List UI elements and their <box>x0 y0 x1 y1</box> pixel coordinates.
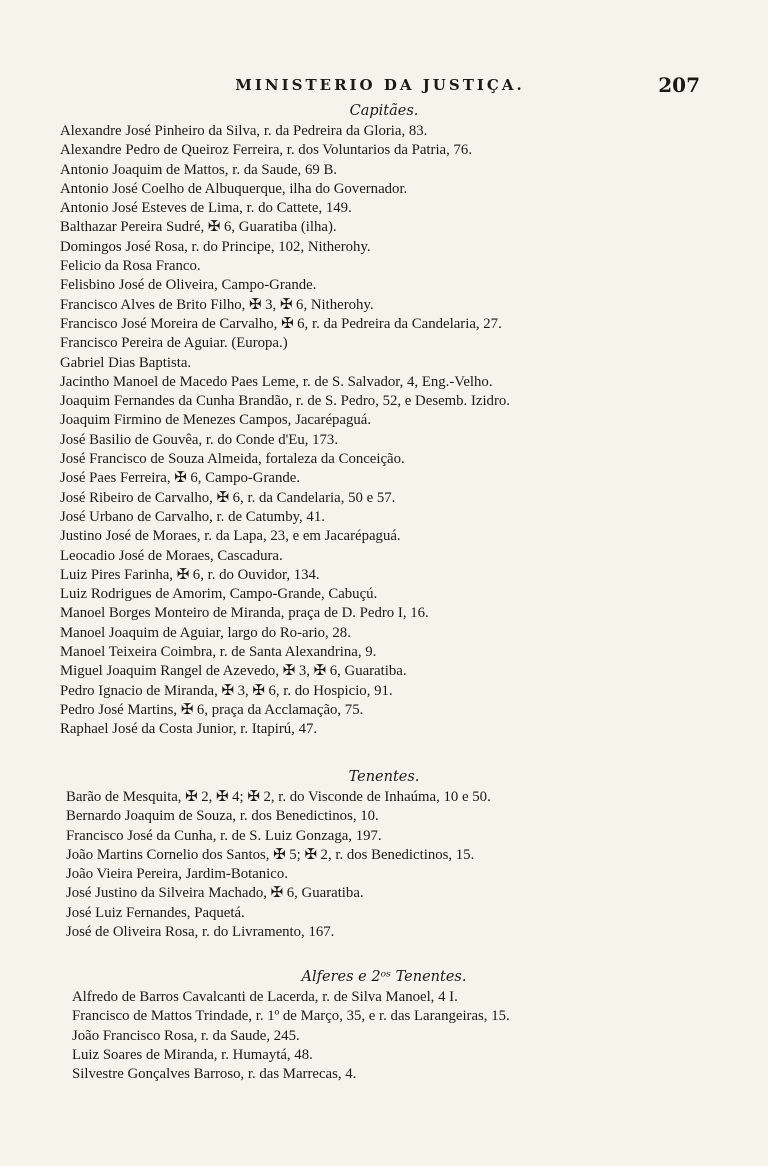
list-item: Pedro José Martins, ✠ 6, praça da Acclamação, 75. <box>60 701 364 718</box>
list-item: Alexandre Pedro de Queiroz Ferreira, r. dos Voluntarios da Patria, 76. <box>60 142 473 159</box>
list-item: Antonio José Coelho de Albuquerque, ilha do Governador. <box>60 180 408 197</box>
list-item: João Martins Cornelio dos Santos, ✠ 5; ✠ 2, r. dos Benedictinos, 15. <box>66 846 475 863</box>
list-item: José Francisco de Souza Almeida, fortaleza da Conceição. <box>60 451 405 468</box>
list-item: Francisco José da Cunha, r. de S. Luiz Gonzaga, 197. <box>66 827 382 844</box>
list-item: José Ribeiro de Carvalho, ✠ 6, r. da Candelaria, 50 e 57. <box>60 489 396 506</box>
list-item: Luiz Pires Farinha, ✠ 6, r. do Ouvidor, 134. <box>60 566 320 583</box>
list-item: Alexandre José Pinheiro da Silva, r. da Pedreira da Gloria, 83. <box>60 123 428 139</box>
list-item: Manoel Joaquim de Aguiar, largo do Ro-ario, 28. <box>60 624 351 641</box>
list-item: Jacintho Manoel de Macedo Paes Leme, r. de S. Salvador, 4, Eng.-Velho. <box>60 373 493 390</box>
list-item: Antonio José Esteves de Lima, r. do Cattete, 149. <box>60 200 352 217</box>
list-item: José Basilio de Gouvêa, r. do Conde d'Eu, 173. <box>60 431 339 448</box>
list-item: Luiz Soares de Miranda, r. Humaytá, 48. <box>72 1046 313 1063</box>
list-item: José Justino da Silveira Machado, ✠ 6, Guaratiba. <box>66 885 364 902</box>
section-tenentes <box>0 766 768 942</box>
list-item: Barão de Mesquita, ✠ 2, ✠ 4; ✠ 2, r. do Visconde de Inhaúma, 10 e 50. <box>66 789 491 805</box>
entry-list-alferes <box>0 988 768 1084</box>
section-alferes <box>0 966 768 1084</box>
list-item: José Luiz Fernandes, Paquetá. <box>66 904 245 921</box>
list-item: Felisbino José de Oliveira, Campo-Grande. <box>60 277 317 294</box>
list-item: Joaquim Firmino de Menezes Campos, Jacarépaguá. <box>60 412 372 429</box>
list-item: Miguel Joaquim Rangel de Azevedo, ✠ 3, ✠ 6, Guaratiba. <box>60 663 407 680</box>
list-item: Manoel Borges Monteiro de Miranda, praça de D. Pedro I, 16. <box>60 605 429 622</box>
list-item: Luiz Rodrigues de Amorim, Campo-Grande, Cabuçú. <box>60 586 378 603</box>
list-item: Francisco Alves de Brito Filho, ✠ 3, ✠ 6, Nitherohy. <box>60 296 374 313</box>
page-number: 207 <box>658 73 700 97</box>
list-item: Francisco José Moreira de Carvalho, ✠ 6, r. da Pedreira da Candelaria, 27. <box>60 315 502 332</box>
list-item: Pedro Ignacio de Miranda, ✠ 3, ✠ 6, r. do Hospicio, 91. <box>60 682 393 699</box>
list-item: Joaquim Fernandes da Cunha Brandão, r. de S. Pedro, 52, e Desemb. Izidro. <box>60 393 510 410</box>
list-item: Manoel Teixeira Coimbra, r. de Santa Alexandrina, 9. <box>60 644 377 661</box>
list-item: João Vieira Pereira, Jardim-Botanico. <box>66 866 288 883</box>
list-item: José Urbano de Carvalho, r. de Catumby, 41. <box>60 508 325 525</box>
page-header <box>0 73 768 102</box>
running-title: MINISTERIO DA JUSTIÇA. <box>235 76 525 94</box>
section-title-alferes: Alferes e 2ᵒˢ Tenentes. <box>301 969 467 985</box>
list-item: Antonio Joaquim de Mattos, r. da Saude, 69 B. <box>60 161 338 178</box>
section-capitaes <box>0 100 768 740</box>
list-item: Silvestre Gonçalves Barroso, r. das Marrecas, 4. <box>72 1066 357 1083</box>
list-item: Balthazar Pereira Sudré, ✠ 6, Guaratiba (ilha). <box>60 219 337 236</box>
section-title-tenentes: Tenentes. <box>348 769 420 785</box>
list-item: Gabriel Dias Baptista. <box>60 354 192 371</box>
list-item: João Francisco Rosa, r. da Saude, 245. <box>72 1027 300 1044</box>
list-item: Justino José de Moraes, r. da Lapa, 23, e em Jacarépaguá. <box>60 528 401 545</box>
list-item: Bernardo Joaquim de Souza, r. dos Benedictinos, 10. <box>66 808 379 825</box>
list-item: José de Oliveira Rosa, r. do Livramento, 167. <box>66 924 335 941</box>
list-item: Francisco de Mattos Trindade, r. 1º de Março, 35, e r. das Larangeiras, 15. <box>72 1008 510 1025</box>
list-item: Francisco Pereira de Aguiar. (Europa.) <box>60 335 288 352</box>
entry-list-tenentes <box>0 788 768 942</box>
list-item: José Paes Ferreira, ✠ 6, Campo-Grande. <box>60 470 301 487</box>
list-item: Alfredo de Barros Cavalcanti de Lacerda, r. de Silva Manoel, 4 I. <box>72 989 458 1005</box>
entry-list-capitaes <box>0 122 768 740</box>
list-item: Domingos José Rosa, r. do Principe, 102, Nitherohy. <box>60 238 371 255</box>
list-item: Felicio da Rosa Franco. <box>60 258 201 275</box>
list-item: Leocadio José de Moraes, Cascadura. <box>60 547 283 564</box>
list-item: Raphael José da Costa Junior, r. Itapirú, 47. <box>60 721 318 738</box>
section-title-capitaes: Capitães. <box>349 103 419 119</box>
